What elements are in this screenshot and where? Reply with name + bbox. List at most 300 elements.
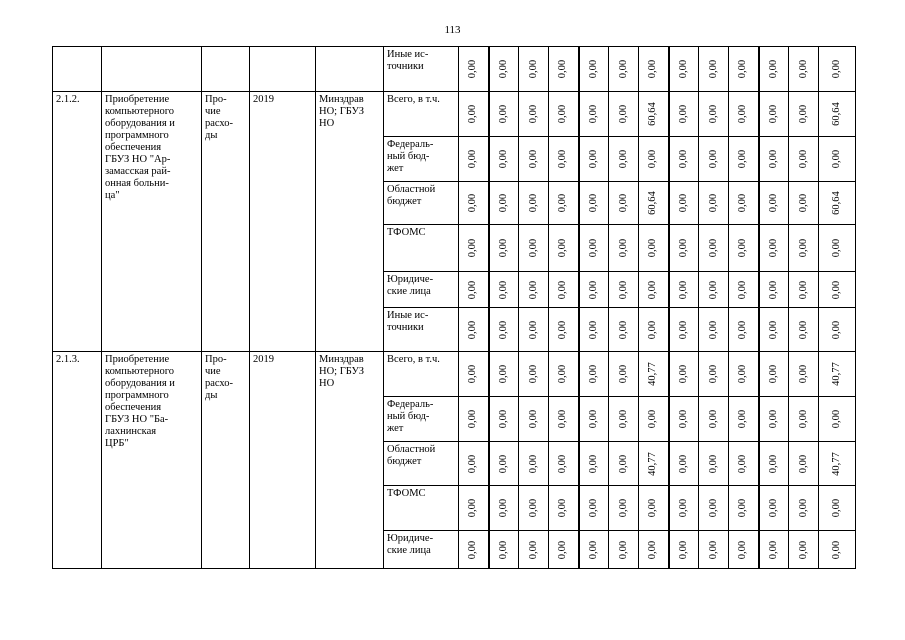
value-text: 0,00: [797, 498, 809, 518]
value-cell: [459, 308, 489, 352]
value-text: 0,00: [797, 540, 809, 559]
section-code: [53, 92, 102, 352]
value-text: 0,00: [527, 540, 539, 559]
value-cell: [489, 225, 519, 272]
value-cell: [699, 442, 729, 486]
value-text: 0,00: [557, 540, 569, 559]
value-cell: [459, 272, 489, 308]
section-category-text: Про- чие расхо- ды: [205, 354, 234, 401]
value-cell: [819, 352, 856, 397]
value-text: 0,00: [707, 193, 719, 213]
value-cell: [759, 531, 789, 569]
value-cell: [489, 397, 519, 442]
value-cell: [669, 352, 699, 397]
value-cell: [609, 92, 639, 137]
value-cell: [759, 47, 789, 92]
value-cell: [669, 486, 699, 531]
value-cell: [489, 442, 519, 486]
value-text: 0,00: [767, 454, 779, 473]
value-cell: [639, 137, 669, 182]
value-text: 0,00: [497, 320, 509, 339]
value-text: 0,00: [797, 409, 809, 429]
value-text: 0,00: [467, 320, 479, 339]
value-text: 0,00: [677, 104, 689, 124]
value-text: 0,00: [617, 454, 629, 473]
value-cell: [579, 272, 609, 308]
value-text: 0,00: [677, 320, 689, 339]
value-cell: [609, 137, 639, 182]
value-cell: [669, 531, 699, 569]
value-text: 0,00: [467, 238, 479, 258]
value-cell: [609, 225, 639, 272]
value-text: 0,00: [707, 238, 719, 258]
value-cell: [789, 182, 819, 225]
value-text: 0,00: [677, 59, 689, 79]
value-text: 0,00: [557, 238, 569, 258]
value-cell: [609, 182, 639, 225]
value-cell: [759, 352, 789, 397]
value-cell: [669, 442, 699, 486]
value-cell: [579, 92, 609, 137]
value-cell: [699, 272, 729, 308]
value-text: 0,00: [557, 104, 569, 124]
value-text: 0,00: [767, 364, 779, 384]
value-cell: [789, 352, 819, 397]
source-cell: [384, 442, 459, 486]
value-text: 0,00: [767, 409, 779, 429]
value-text: 0,00: [647, 149, 659, 169]
section-name-text: Приобретение компьютерного оборудования и программного обеспечения ГБУЗ НО "Ба- лахнинская ЦРБ": [105, 354, 175, 449]
value-cell: [489, 486, 519, 531]
value-cell: [459, 486, 489, 531]
value-text: 0,00: [467, 409, 479, 429]
value-text: 0,00: [737, 498, 749, 518]
value-cell: [549, 397, 579, 442]
value-cell: [819, 486, 856, 531]
value-cell: [489, 272, 519, 308]
value-cell: [759, 92, 789, 137]
value-cell: [639, 225, 669, 272]
value-cell: [549, 531, 579, 569]
value-cell: [759, 225, 789, 272]
table-row: [53, 47, 856, 92]
value-cell: [789, 531, 819, 569]
value-cell: [639, 486, 669, 531]
value-text: 0,00: [797, 59, 809, 79]
page-number: 113: [444, 24, 461, 36]
value-text: 0,00: [797, 104, 809, 124]
value-text: 0,00: [677, 409, 689, 429]
value-text: 0,00: [617, 540, 629, 559]
value-cell: [639, 92, 669, 137]
value-text: 60,64: [647, 191, 659, 215]
value-text: 0,00: [707, 454, 719, 473]
value-cell: [459, 397, 489, 442]
value-text: 0,00: [587, 409, 599, 429]
value-text: 0,00: [557, 409, 569, 429]
value-text: 0,00: [557, 193, 569, 213]
value-text: 0,00: [557, 454, 569, 473]
value-text: 0,00: [647, 320, 659, 339]
value-cell: [669, 92, 699, 137]
value-cell: [489, 92, 519, 137]
value-text: 0,00: [797, 454, 809, 473]
value-cell: [459, 225, 489, 272]
value-cell: [549, 137, 579, 182]
value-text: 0,00: [767, 59, 779, 79]
executor-cell: [316, 47, 384, 92]
value-cell: [609, 308, 639, 352]
value-text: 0,00: [587, 454, 599, 473]
value-cell: [519, 397, 549, 442]
value-text: 0,00: [831, 59, 842, 79]
value-text: 0,00: [617, 238, 629, 258]
value-cell: [819, 272, 856, 308]
value-cell: [549, 308, 579, 352]
value-text: 0,00: [707, 498, 719, 518]
value-text: 0,00: [497, 104, 509, 124]
section-category: [202, 352, 250, 569]
value-cell: [729, 531, 759, 569]
value-text: 0,00: [737, 280, 749, 299]
value-text: 0,00: [767, 498, 779, 518]
value-cell: [759, 442, 789, 486]
value-cell: [729, 442, 759, 486]
value-cell: [729, 225, 759, 272]
value-cell: [729, 397, 759, 442]
value-cell: [519, 308, 549, 352]
value-text: 0,00: [831, 320, 842, 339]
section-name-text: Приобретение компьютерного оборудования и программного обеспечения ГБУЗ НО "Ар- замасская рай- онная больни- ца": [105, 94, 175, 201]
value-cell: [639, 47, 669, 92]
value-text: 0,00: [527, 193, 539, 213]
value-text: 0,00: [797, 193, 809, 213]
value-cell: [579, 486, 609, 531]
value-text: 0,00: [677, 280, 689, 299]
value-text: 0,00: [527, 280, 539, 299]
value-text: 0,00: [497, 193, 509, 213]
value-cell: [789, 225, 819, 272]
value-text: 0,00: [587, 364, 599, 384]
value-cell: [699, 531, 729, 569]
value-text: 0,00: [587, 104, 599, 124]
value-text: 0,00: [737, 454, 749, 473]
value-text: 0,00: [497, 238, 509, 258]
value-text: 0,00: [497, 498, 509, 518]
value-text: 0,00: [831, 238, 842, 258]
value-text: 40,77: [647, 451, 659, 476]
value-cell: [549, 486, 579, 531]
source-cell: [384, 92, 459, 137]
value-text: 0,00: [587, 320, 599, 339]
value-text: 0,00: [647, 59, 659, 79]
value-text: 0,00: [497, 364, 509, 384]
value-text: 0,00: [797, 280, 809, 299]
value-cell: [489, 308, 519, 352]
funding-source-label: Юридиче- ские лица: [387, 274, 434, 297]
value-text: 0,00: [617, 149, 629, 169]
value-cell: [819, 47, 856, 92]
value-cell: [579, 397, 609, 442]
value-cell: [789, 486, 819, 531]
value-text: 0,00: [527, 498, 539, 518]
funding-source-label: Областной бюджет: [387, 444, 436, 467]
value-cell: [819, 182, 856, 225]
value-text: 0,00: [617, 364, 629, 384]
value-text: 0,00: [527, 320, 539, 339]
value-cell: [699, 47, 729, 92]
value-text: 0,00: [767, 149, 779, 169]
value-cell: [789, 92, 819, 137]
value-text: 0,00: [767, 238, 779, 258]
value-cell: [699, 182, 729, 225]
value-text: 0,00: [737, 193, 749, 213]
value-cell: [819, 137, 856, 182]
value-cell: [579, 137, 609, 182]
value-cell: [759, 272, 789, 308]
budget-table: [52, 46, 856, 569]
value-text: 0,00: [527, 104, 539, 124]
value-cell: [729, 92, 759, 137]
value-text: 0,00: [677, 498, 689, 518]
value-text: 0,00: [797, 364, 809, 384]
value-text: 0,00: [587, 193, 599, 213]
value-cell: [699, 225, 729, 272]
source-cell: [384, 47, 459, 92]
value-text: 0,00: [557, 59, 569, 79]
value-text: 0,00: [767, 280, 779, 299]
value-text: 0,00: [707, 540, 719, 559]
value-cell: [459, 531, 489, 569]
value-cell: [699, 397, 729, 442]
value-cell: [519, 486, 549, 531]
source-cell: [384, 137, 459, 182]
value-text: 0,00: [467, 540, 479, 559]
value-cell: [729, 182, 759, 225]
value-text: 0,00: [587, 280, 599, 299]
funding-source-label: ТФОМС: [387, 488, 426, 499]
value-cell: [489, 352, 519, 397]
section-code-text: 2.1.2.: [56, 94, 80, 105]
value-text: 0,00: [617, 320, 629, 339]
funding-source-label: Всего, в т.ч.: [387, 354, 440, 365]
value-cell: [819, 442, 856, 486]
value-cell: [639, 531, 669, 569]
value-cell: [729, 137, 759, 182]
value-text: 60,64: [831, 191, 842, 215]
value-cell: [819, 397, 856, 442]
funding-source-label: Юридиче- ские лица: [387, 533, 434, 556]
value-cell: [579, 531, 609, 569]
value-text: 0,00: [737, 409, 749, 429]
value-text: 0,00: [497, 454, 509, 473]
section-code-text: 2.1.3.: [56, 354, 80, 365]
value-text: 0,00: [797, 149, 809, 169]
source-cell: [384, 225, 459, 272]
value-cell: [669, 397, 699, 442]
table-row: [53, 92, 856, 137]
value-text: 0,00: [467, 149, 479, 169]
value-cell: [789, 272, 819, 308]
value-text: 0,00: [677, 193, 689, 213]
section-year-text: 2019: [253, 354, 274, 365]
section-year: [250, 352, 316, 569]
value-text: 0,00: [767, 104, 779, 124]
value-text: 0,00: [527, 238, 539, 258]
value-text: 0,00: [497, 540, 509, 559]
value-cell: [819, 531, 856, 569]
value-cell: [609, 486, 639, 531]
value-text: 0,00: [831, 409, 842, 429]
value-cell: [759, 182, 789, 225]
value-text: 0,00: [527, 454, 539, 473]
value-text: 0,00: [677, 540, 689, 559]
funding-source-label: Федераль- ный бюд- жет: [387, 139, 434, 174]
value-cell: [489, 182, 519, 225]
value-text: 0,00: [767, 540, 779, 559]
value-cell: [609, 47, 639, 92]
section-executor: [316, 92, 384, 352]
value-cell: [819, 92, 856, 137]
value-text: 40,77: [647, 362, 659, 386]
section-executor-text: Минздрав НО; ГБУЗ НО: [319, 94, 364, 129]
value-cell: [669, 272, 699, 308]
value-text: 0,00: [527, 409, 539, 429]
value-cell: [549, 442, 579, 486]
value-text: 0,00: [737, 104, 749, 124]
value-cell: [819, 225, 856, 272]
section-name: [102, 92, 202, 352]
value-text: 0,00: [767, 193, 779, 213]
value-cell: [789, 397, 819, 442]
value-text: 0,00: [557, 149, 569, 169]
category-cell: [202, 47, 250, 92]
section-category: [202, 92, 250, 352]
value-text: 0,00: [767, 320, 779, 339]
value-cell: [519, 442, 549, 486]
table-body: [53, 47, 856, 569]
value-text: 0,00: [467, 104, 479, 124]
value-text: 0,00: [617, 193, 629, 213]
value-cell: [459, 92, 489, 137]
value-text: 0,00: [831, 280, 842, 299]
name-cell: [102, 47, 202, 92]
value-cell: [639, 308, 669, 352]
value-cell: [729, 47, 759, 92]
value-text: 0,00: [467, 364, 479, 384]
value-text: 0,00: [467, 280, 479, 299]
value-cell: [759, 137, 789, 182]
value-text: 0,00: [677, 149, 689, 169]
value-cell: [609, 397, 639, 442]
value-text: 0,00: [831, 540, 842, 559]
value-text: 0,00: [587, 540, 599, 559]
value-text: 0,00: [737, 238, 749, 258]
value-text: 40,77: [831, 451, 842, 476]
value-cell: [729, 272, 759, 308]
value-cell: [699, 308, 729, 352]
funding-source-label: Федераль- ный бюд- жет: [387, 399, 434, 434]
value-text: 0,00: [467, 498, 479, 518]
section-year: [250, 92, 316, 352]
value-text: 0,00: [677, 454, 689, 473]
value-cell: [699, 92, 729, 137]
value-cell: [639, 182, 669, 225]
value-text: 0,00: [647, 498, 659, 518]
value-cell: [459, 182, 489, 225]
section-year-text: 2019: [253, 94, 274, 105]
value-cell: [759, 486, 789, 531]
value-cell: [699, 486, 729, 531]
value-text: 0,00: [587, 149, 599, 169]
value-cell: [609, 272, 639, 308]
value-cell: [729, 486, 759, 531]
table-row: [53, 352, 856, 397]
value-text: 0,00: [707, 409, 719, 429]
value-text: 0,00: [737, 59, 749, 79]
value-text: 0,00: [647, 280, 659, 299]
value-text: 0,00: [677, 364, 689, 384]
value-text: 0,00: [647, 238, 659, 258]
value-cell: [519, 182, 549, 225]
value-cell: [579, 47, 609, 92]
value-cell: [519, 137, 549, 182]
source-cell: [384, 182, 459, 225]
value-cell: [669, 308, 699, 352]
value-text: 60,64: [831, 102, 842, 126]
value-cell: [519, 47, 549, 92]
value-text: 0,00: [617, 498, 629, 518]
value-cell: [639, 272, 669, 308]
value-text: 0,00: [707, 280, 719, 299]
value-text: 0,00: [617, 280, 629, 299]
value-text: 0,00: [557, 498, 569, 518]
value-text: 0,00: [707, 320, 719, 339]
source-cell: [384, 397, 459, 442]
value-cell: [519, 352, 549, 397]
code-cell: [53, 47, 102, 92]
value-cell: [519, 531, 549, 569]
value-cell: [579, 225, 609, 272]
value-text: 0,00: [617, 104, 629, 124]
value-text: 0,00: [467, 454, 479, 473]
source-cell: [384, 531, 459, 569]
value-text: 0,00: [497, 149, 509, 169]
value-text: 0,00: [527, 59, 539, 79]
value-cell: [789, 442, 819, 486]
value-text: 0,00: [617, 59, 629, 79]
value-text: 0,00: [707, 59, 719, 79]
value-text: 0,00: [467, 59, 479, 79]
value-text: 0,00: [707, 104, 719, 124]
value-cell: [729, 308, 759, 352]
value-text: 0,00: [677, 238, 689, 258]
value-text: 0,00: [617, 409, 629, 429]
value-cell: [489, 137, 519, 182]
value-text: 0,00: [647, 409, 659, 429]
value-text: 0,00: [497, 280, 509, 299]
value-cell: [459, 137, 489, 182]
section-name: [102, 352, 202, 569]
value-cell: [519, 272, 549, 308]
value-text: 0,00: [527, 364, 539, 384]
value-cell: [669, 47, 699, 92]
funding-source-label: Иные ис- точники: [387, 49, 429, 72]
value-text: 60,64: [647, 102, 659, 126]
value-text: 0,00: [587, 238, 599, 258]
value-cell: [549, 272, 579, 308]
value-cell: [789, 308, 819, 352]
